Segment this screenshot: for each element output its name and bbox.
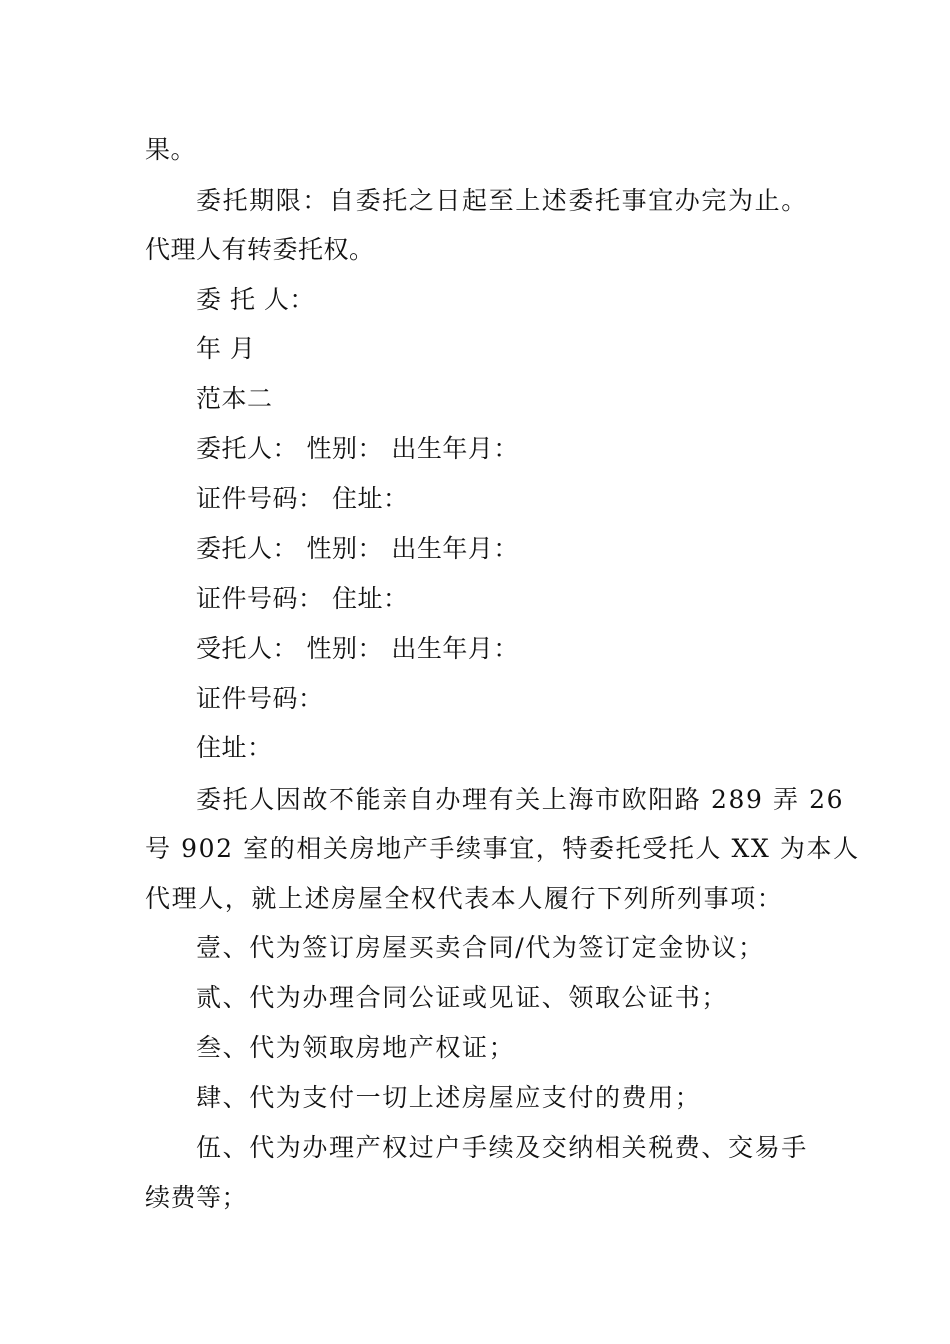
list-item: 贰、代为办理合同公证或见证、领取公证书； bbox=[196, 983, 729, 1012]
list-item: 肆、代为支付一切上述房屋应支付的费用； bbox=[196, 1083, 702, 1112]
date-line: 年 月 bbox=[196, 334, 256, 363]
text-line: 果。 bbox=[145, 135, 197, 164]
form-field-line: 委托人： 性别： 出生年月： bbox=[196, 434, 519, 463]
paragraph-line: 委托人因故不能亲自办理有关上海市欧阳路 289 弄 26 bbox=[196, 785, 845, 814]
form-field-line: 委托人： 性别： 出生年月： bbox=[196, 534, 519, 563]
list-item: 壹、代为签订房屋买卖合同/代为签订定金协议； bbox=[196, 933, 765, 962]
form-field-line: 受托人： 性别： 出生年月： bbox=[196, 634, 519, 663]
paragraph-term: 委托期限：自委托之日起至上述委托事宜办完为止。 bbox=[196, 186, 808, 215]
text-line: 代理人有转委托权。 bbox=[145, 235, 375, 264]
principal-label: 委 托 人： bbox=[196, 285, 315, 314]
paragraph-line: 号 902 室的相关房地产手续事宜，特委托受托人 XX 为本人 bbox=[145, 834, 860, 863]
form-field-line: 证件号码： 住址： bbox=[196, 584, 409, 613]
form-field-line: 住址： bbox=[196, 733, 273, 762]
list-item: 伍、代为办理产权过户手续及交纳相关税费、交易手 bbox=[196, 1133, 808, 1162]
list-item-continuation: 续费等； bbox=[145, 1183, 248, 1212]
paragraph-line: 代理人，就上述房屋全权代表本人履行下列所列事项： bbox=[145, 884, 784, 913]
form-field-line: 证件号码： bbox=[196, 684, 324, 713]
section-heading: 范本二 bbox=[196, 384, 273, 413]
form-field-line: 证件号码： 住址： bbox=[196, 484, 409, 513]
list-item: 叁、代为领取房地产权证； bbox=[196, 1033, 516, 1062]
